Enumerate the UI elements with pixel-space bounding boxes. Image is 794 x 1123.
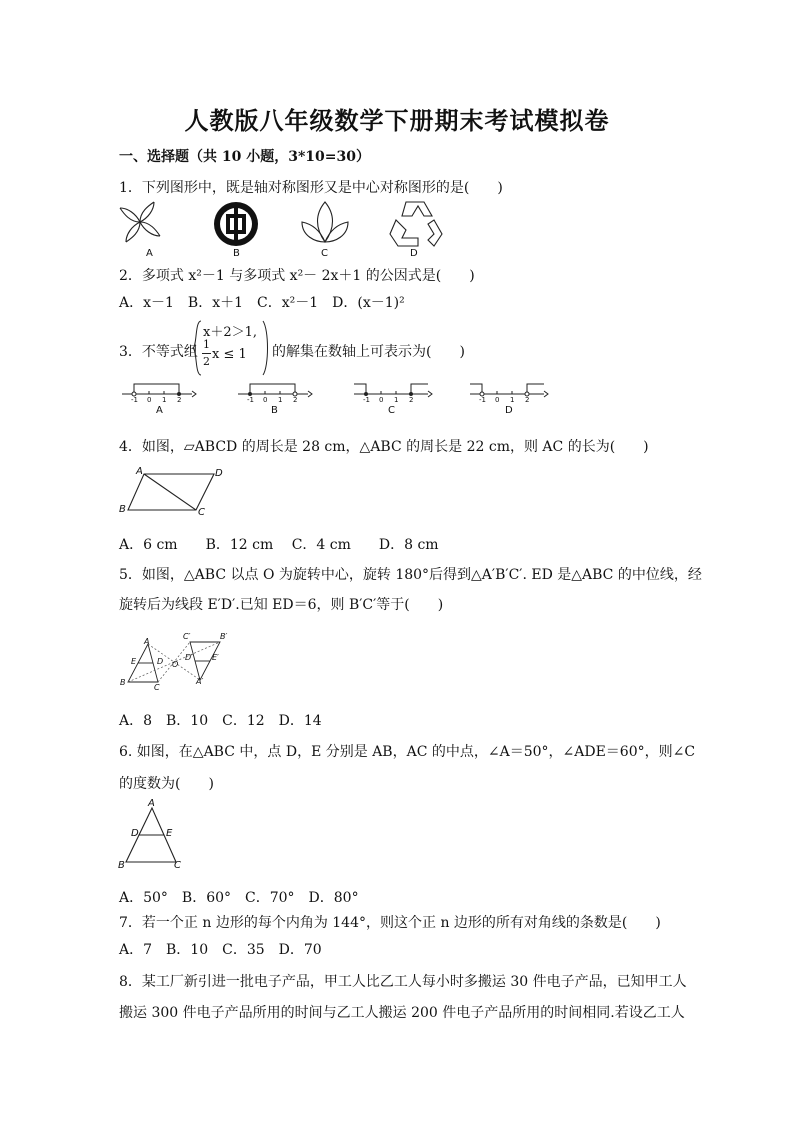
- q3-b-tick-neg1: -1: [247, 396, 254, 404]
- q1-label-c: C: [321, 248, 328, 259]
- q3-a-tick-neg1: -1: [131, 396, 138, 404]
- q3-d-tick-neg1: -1: [479, 396, 486, 404]
- q3-label-b: B: [271, 405, 278, 416]
- q3-c-tick-2: 2: [409, 396, 414, 404]
- question-7-text: 7．若一个正 n 边形的每个内角为 144°，则这个正 n 边形的所有对角线的条数是( ): [119, 915, 661, 931]
- q3-left-brace: [192, 320, 202, 376]
- question-8-line-2: 搬运 300 件电子产品所用的时间与乙工人搬运 200 件电子产品所用的时间相同.若设乙工人: [119, 1005, 685, 1021]
- q3-d-tick-2: 2: [525, 396, 530, 404]
- question-4-options: A．6 cm B．12 cm C．4 cm D．8 cm: [119, 537, 439, 553]
- q1-figure-c-lotus: [300, 200, 350, 246]
- q3-b-tick-0: 0: [263, 396, 268, 404]
- q6-vertex-b: B: [118, 860, 125, 871]
- q5-label-b-prime: B′: [220, 632, 228, 641]
- question-5-options: A．8 B．10 C．12 D．14: [119, 713, 322, 729]
- q3-right-bracket: [262, 320, 270, 376]
- q3-a-tick-0: 0: [147, 396, 152, 404]
- question-5-line-1: 5．如图，△ABC 以点 O 为旋转中心，旋转 180°后得到△A′B′C′. ED 是△ABC 的中位线，经: [119, 567, 702, 583]
- q3-a-tick-2: 2: [177, 396, 182, 404]
- q3-a-tick-1: 1: [162, 396, 167, 404]
- question-3-suffix: 的解集在数轴上可表示为( ): [272, 344, 465, 360]
- q6-vertex-a: A: [148, 798, 155, 809]
- q1-label-d: D: [410, 248, 418, 259]
- q1-figure-a-pinwheel: [118, 200, 162, 244]
- q5-label-b: B: [120, 678, 126, 687]
- q3-d-tick-1: 1: [510, 396, 515, 404]
- question-1-text: 1．下列图形中，既是轴对称图形又是中心对称图形的是( ): [119, 180, 503, 196]
- q1-label-b: B: [233, 248, 240, 259]
- page-title: 人教版八年级数学下册期末考试模拟卷: [184, 106, 610, 135]
- q3-c-tick-0: 0: [379, 396, 384, 404]
- q4-vertex-d: D: [215, 468, 223, 479]
- q5-label-e: E: [131, 657, 137, 666]
- q5-label-c: C: [154, 683, 160, 692]
- q3-label-a: A: [156, 405, 163, 416]
- question-6-line-1: 6. 如图，在△ABC 中，点 D，E 分别是 AB，AC 的中点，∠A＝50°，∠ADE＝60°，则∠C: [119, 744, 696, 760]
- q5-label-e-prime: E′: [212, 653, 219, 662]
- q3-fraction-numerator: 1: [203, 338, 210, 351]
- q3-label-c: C: [388, 405, 395, 416]
- question-7-options: A．7 B．10 C．35 D．70: [119, 942, 322, 958]
- q5-label-a: A: [144, 637, 150, 646]
- q6-vertex-d: D: [131, 828, 139, 839]
- q3-label-d: D: [505, 405, 513, 416]
- q3-c-tick-neg1: -1: [363, 396, 370, 404]
- q1-figure-b-bank-logo: [212, 200, 260, 248]
- q3-b-tick-2: 2: [293, 396, 298, 404]
- q3-inequality-1: x＋2＞1,: [203, 325, 258, 340]
- q5-label-d: D: [157, 657, 164, 666]
- q4-vertex-c: C: [198, 507, 205, 518]
- q3-d-tick-0: 0: [495, 396, 500, 404]
- question-2-text: 2．多项式 x²－1 与多项式 x²－ 2x＋1 的公因式是( ): [119, 268, 475, 284]
- q5-label-d-prime: D′: [185, 653, 193, 662]
- question-5-line-2: 旋转后为线段 E′D′.已知 ED＝6，则 B′C′等于( ): [119, 597, 444, 613]
- q4-vertex-a: A: [136, 466, 143, 477]
- question-2-options: A．x－1 B．x＋1 C．x²－1 D．(x－1)²: [119, 295, 405, 311]
- question-8-line-1: 8．某工厂新引进一批电子产品，甲工人比乙工人每小时多搬运 30 件电子产品，已知甲工人: [119, 974, 687, 990]
- q6-vertex-e: E: [166, 828, 173, 839]
- q3-c-tick-1: 1: [394, 396, 399, 404]
- q3-fraction-bar: [202, 353, 211, 354]
- question-4-text: 4．如图，▱ABCD 的周长是 28 cm，△ABC 的周长是 22 cm，则 AC 的长为( ): [119, 439, 649, 455]
- q1-label-a: A: [146, 248, 153, 259]
- q5-label-c-prime: C′: [183, 632, 191, 641]
- question-3-prefix: 3．不等式组: [119, 344, 198, 360]
- q3-fraction-denominator: 2: [203, 355, 210, 368]
- q5-label-o: O: [172, 660, 179, 669]
- q5-label-a-prime: A′: [196, 677, 204, 686]
- question-6-options: A．50° B．60° C．70° D．80°: [119, 890, 359, 906]
- q1-figure-d-recycle: [388, 200, 442, 248]
- q3-b-tick-1: 1: [278, 396, 283, 404]
- q3-inequality-2: x ≤ 1: [212, 347, 247, 362]
- q4-vertex-b: B: [119, 504, 126, 515]
- section-heading: 一、选择题（共 10 小题，3*10=30）: [119, 149, 370, 165]
- q6-vertex-c: C: [174, 860, 181, 871]
- question-6-line-2: 的度数为( ): [119, 776, 214, 792]
